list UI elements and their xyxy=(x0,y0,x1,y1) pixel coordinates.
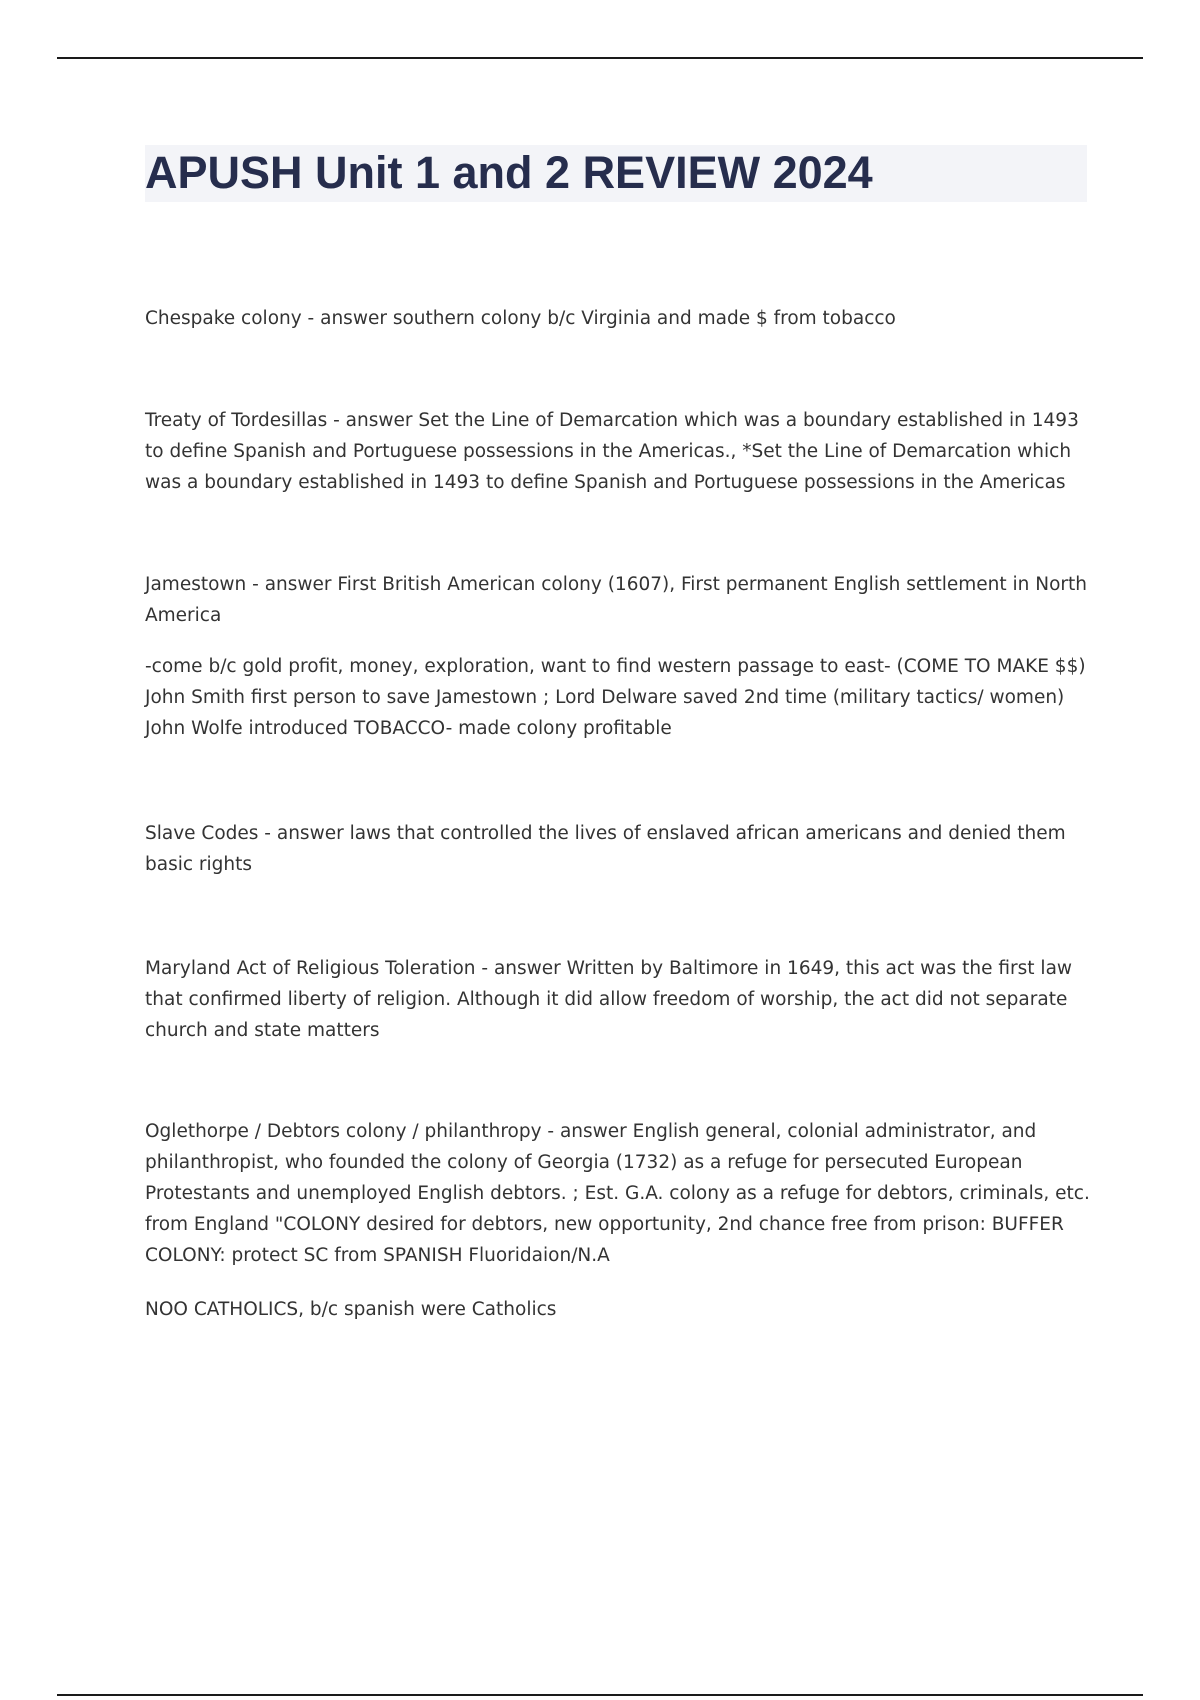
entry-chespake-colony: Chespake colony - answer southern colony b/c Virginia and made $ from tobacco xyxy=(145,308,896,329)
document-title: APUSH Unit 1 and 2 REVIEW 2024 xyxy=(145,147,873,198)
entry-jamestown: Jamestown - answer First British American colony (1607), First permanent English settlement in North America xyxy=(145,574,1088,626)
entry-jamestown-note: -come b/c gold profit, money, exploration, want to find western passage to east- (COME TO MAKE $$) John Smith first person to save Jamestown ; Lord Delware saved 2nd time (military tactics/ women) John Wolfe introduced TOBACCO- made colony profitable xyxy=(145,656,1086,739)
header-rule xyxy=(57,57,1143,59)
entry-maryland-act: Maryland Act of Religious Toleration - answer Written by Baltimore in 1649, this act was the first law that confirmed liberty of religion. Although it did allow freedom of worship, the act did not separate church and state matters xyxy=(145,958,1073,1041)
footer-rule xyxy=(57,1694,1143,1696)
entry-slave-codes: Slave Codes - answer laws that controlled the lives of enslaved african americans and denied them basic rights xyxy=(145,823,1066,875)
entry-treaty-of-tordesillas: Treaty of Tordesillas - answer Set the Line of Demarcation which was a boundary established in 1493 to define Spanish and Portuguese possessions in the Americas., *Set the Line of Demarcation which was a boundary established in 1493 to define Spanish and Portuguese possessions in the Americas xyxy=(145,410,1079,493)
entry-oglethorpe-note: NOO CATHOLICS, b/c spanish were Catholics xyxy=(145,1299,557,1320)
entry-oglethorpe: Oglethorpe / Debtors colony / philanthropy - answer English general, colonial administrator, and philanthropist, who founded the colony of Georgia (1732) as a refuge for persecuted European Protestants and unemployed English debtors. ; Est. G.A. colony as a refuge for debtors, criminals, etc. from England "COLONY desired for debtors, new opportunity, 2nd chance free from prison: BUFFER COLONY: protect SC from SPANISH Fluoridaion/N.A xyxy=(145,1121,1090,1266)
